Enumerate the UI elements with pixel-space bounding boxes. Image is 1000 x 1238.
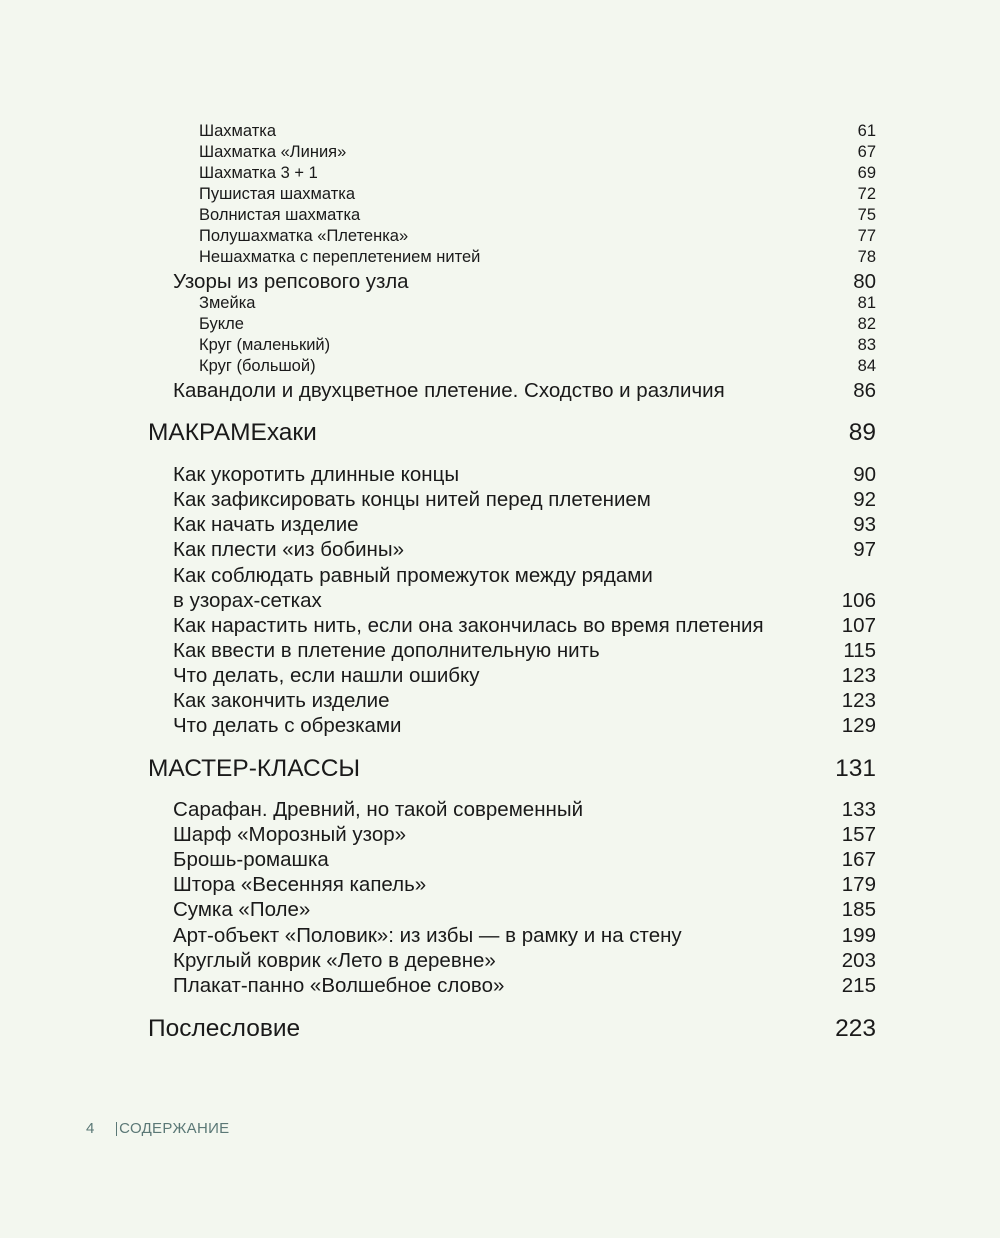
- toc-entry-fix-mistake[interactable]: [173, 663, 876, 688]
- toc-entry-kavandoli[interactable]: [173, 378, 876, 403]
- toc-entry-page: 107: [841, 614, 876, 637]
- toc-entry-page: 115: [843, 639, 876, 662]
- toc-chapter-page: 131: [835, 755, 876, 782]
- toc-entry-page: 78: [857, 248, 876, 266]
- toc-entry-page: 90: [853, 463, 876, 486]
- toc-entry-scarf[interactable]: [173, 822, 876, 847]
- toc-entry-page: 215: [841, 974, 876, 997]
- toc-entry-title: Что делать, если нашли ошибку: [173, 664, 480, 687]
- toc-chapter-master-classes[interactable]: [148, 754, 876, 784]
- toc-entry-title: Как ввести в плетение дополнительную нить: [173, 639, 600, 662]
- toc-entry-title: Как начать изделие: [173, 513, 359, 536]
- toc-entry-title: Как зафиксировать концы нитей перед плетением: [173, 488, 651, 511]
- toc-entry-title: Узоры из репсового узла: [173, 270, 409, 293]
- toc-entry-title: Плакат-панно «Волшебное слово»: [173, 974, 505, 997]
- footer-separator: [116, 1122, 118, 1136]
- toc-entry-title: Полушахматка «Плетенка»: [199, 227, 409, 245]
- toc-entry-page: 167: [841, 848, 876, 871]
- toc-entry-page: 199: [841, 924, 876, 947]
- toc-entry-chess-line[interactable]: [199, 142, 876, 163]
- toc-entry-curtain[interactable]: [173, 872, 876, 897]
- toc-entry-title: Кавандоли и двухцветное плетение. Сходство и различия: [173, 379, 725, 402]
- toc-entry-chess-3-1[interactable]: [199, 163, 876, 184]
- toc-entry-page: 83: [857, 336, 876, 354]
- toc-entry-page: 123: [841, 689, 876, 712]
- toc-entry-title: Шахматка 3 + 1: [199, 164, 318, 182]
- toc-entry-circle-large[interactable]: [199, 356, 876, 377]
- toc-entry-brooch[interactable]: [173, 847, 876, 872]
- toc-chapter-afterword[interactable]: [148, 1014, 876, 1044]
- toc-chapter-title: МАКРАМЕхаки: [148, 419, 317, 446]
- toc-entry-non-chess[interactable]: [199, 247, 876, 268]
- toc-chapter-hacks[interactable]: [148, 418, 876, 448]
- toc-entry-add-thread[interactable]: [173, 638, 876, 663]
- toc-entry-page: 179: [841, 873, 876, 896]
- toc-entry-page: 185: [841, 898, 876, 921]
- toc-entry-circle-small[interactable]: [199, 335, 876, 356]
- toc-entry-page: 129: [841, 714, 876, 737]
- footer-section-label: СОДЕРЖАНИЕ: [119, 1120, 230, 1137]
- toc-entry-title: Штора «Весенняя капель»: [173, 873, 427, 896]
- toc-entry-page: 77: [857, 227, 876, 245]
- toc-entry-page: 203: [841, 949, 876, 972]
- toc-entry-chess[interactable]: [199, 121, 876, 142]
- toc-entry-round-rug[interactable]: [173, 948, 876, 973]
- toc-entry-title: Круглый коврик «Лето в деревне»: [173, 949, 496, 972]
- toc-chapter-title: МАСТЕР-КЛАССЫ: [148, 755, 361, 782]
- toc-entry-reps-patterns[interactable]: [173, 269, 876, 294]
- toc-entry-page: 82: [857, 315, 876, 333]
- toc-entry-page: 157: [841, 823, 876, 846]
- toc-entry-wavy-chess[interactable]: [199, 205, 876, 226]
- toc-entry-page: 93: [853, 513, 876, 536]
- toc-entry-from-bobbin[interactable]: [173, 537, 876, 562]
- toc-entry-title: Шахматка «Линия»: [199, 143, 347, 161]
- toc-entry-shorten-ends[interactable]: [173, 462, 876, 487]
- toc-entry-equal-gap[interactable]: [173, 563, 876, 613]
- toc-entry-page: 75: [857, 206, 876, 224]
- toc-entry-page: 84: [857, 357, 876, 375]
- toc-entry-title: Как соблюдать равный промежуток между рядами в узорах-сетках: [173, 564, 653, 612]
- toc-entry-page: 80: [853, 270, 876, 293]
- toc-entry-half-chess[interactable]: [199, 226, 876, 247]
- toc-entry-page: 69: [857, 164, 876, 182]
- toc-entry-title: Как нарастить нить, если она закончилась во время плетения: [173, 614, 764, 637]
- toc-chapter-title: Послесловие: [148, 1015, 301, 1042]
- toc-entry-page: 133: [841, 798, 876, 821]
- toc-entry-page: 92: [853, 488, 876, 511]
- toc-entry-extend-thread[interactable]: [173, 613, 876, 638]
- toc-entry-title: Букле: [199, 315, 244, 333]
- toc-entry-title: Шахматка: [199, 122, 277, 140]
- footer-page-number: 4: [86, 1120, 95, 1137]
- page-footer: [86, 1119, 229, 1139]
- toc-entry-title: Брошь-ромашка: [173, 848, 329, 871]
- toc-entry-title: Сарафан. Древний, но такой современный: [173, 798, 584, 821]
- toc-entry-page: 106: [841, 589, 876, 612]
- toc-entry-page: 123: [841, 664, 876, 687]
- toc-entry-title: Как укоротить длинные концы: [173, 463, 460, 486]
- toc-entry-title: Пушистая шахматка: [199, 185, 356, 203]
- toc-entry-title: Нешахматка с переплетением нитей: [199, 248, 481, 266]
- toc-entry-fluffy-chess[interactable]: [199, 184, 876, 205]
- toc-entry-title: Арт-объект «Половик»: из избы — в рамку и на стену: [173, 924, 682, 947]
- toc-entry-page: 81: [857, 294, 876, 312]
- toc-entry-title: Круг (большой): [199, 357, 316, 375]
- toc-entry-title: Шарф «Морозный узор»: [173, 823, 407, 846]
- toc-entry-snake[interactable]: [199, 293, 876, 314]
- toc-entry-art-object[interactable]: [173, 923, 876, 948]
- toc-chapter-page: 223: [835, 1015, 876, 1042]
- toc-entry-finish-item[interactable]: [173, 688, 876, 713]
- toc-entry-title: Как плести «из бобины»: [173, 538, 404, 561]
- toc-entry-title: Сумка «Поле»: [173, 898, 311, 921]
- toc-entry-title: Что делать с обрезками: [173, 714, 402, 737]
- toc-entry-boucle[interactable]: [199, 314, 876, 335]
- toc-entry-page: 86: [853, 379, 876, 402]
- toc-entry-title: Как закончить изделие: [173, 689, 390, 712]
- toc-entry-title: Круг (маленький): [199, 336, 331, 354]
- toc-entry-sundress[interactable]: [173, 797, 876, 822]
- toc-entry-page: 97: [853, 538, 876, 561]
- toc-entry-fix-ends[interactable]: [173, 487, 876, 512]
- toc-entry-scraps[interactable]: [173, 713, 876, 738]
- toc-entry-title: Волнистая шахматка: [199, 206, 361, 224]
- toc-entry-poster-panel[interactable]: [173, 973, 876, 998]
- toc-entry-title: Змейка: [199, 294, 256, 312]
- toc-entry-bag[interactable]: [173, 897, 876, 922]
- toc-entry-page: 67: [857, 143, 876, 161]
- toc-chapter-page: 89: [848, 419, 876, 446]
- toc-entry-page: 72: [857, 185, 876, 203]
- toc-entry-page: 61: [857, 122, 876, 140]
- toc-entry-start-item[interactable]: [173, 512, 876, 537]
